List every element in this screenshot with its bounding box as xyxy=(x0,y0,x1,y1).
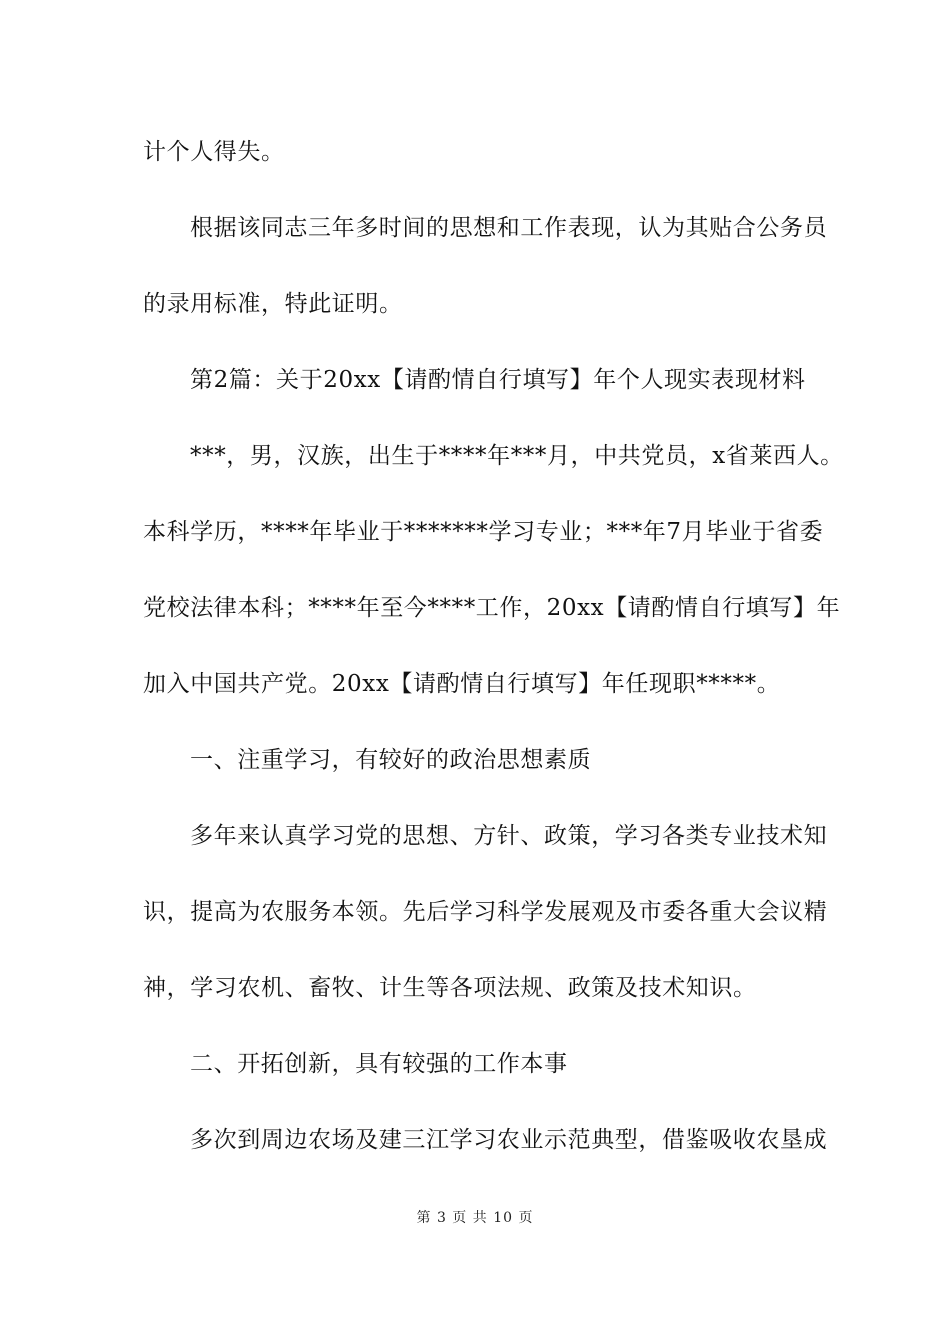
subheading: 二、开拓创新，具有较强的工作本事 xyxy=(190,1051,568,1077)
paragraph-start: 多年来认真学习党的思想、方针、政策，学习各类专业技术知 xyxy=(190,823,828,849)
text-line: 神，学习农机、畜牧、计生等各项法规、政策及技术知识。 xyxy=(143,975,757,1001)
text-line: 识，提高为农服务本领。先后学习科学发展观及市委各重大会议精 xyxy=(143,899,828,925)
page-number: 第 3 页 共 10 页 xyxy=(416,1210,534,1226)
subheading: 一、注重学习，有较好的政治思想素质 xyxy=(190,747,592,773)
text-line: 的录用标准，特此证明。 xyxy=(143,291,403,317)
paragraph-start: 多次到周边农场及建三江学习农业示范典型，借鉴吸收农垦成 xyxy=(190,1127,828,1153)
text-line: 党校法律本科；****年至今****工作，20xx【请酌情自行填写】年 xyxy=(143,595,841,621)
text-line: 计个人得失。 xyxy=(143,139,285,165)
paragraph-start: ***，男，汉族，出生于****年***月，中共党员，x省莱西人。 xyxy=(190,443,844,469)
section-heading: 第2篇：关于20xx【请酌情自行填写】年个人现实表现材料 xyxy=(190,367,806,393)
text-line: 本科学历，****年毕业于*******学习专业；***年7月毕业于省委 xyxy=(143,519,824,545)
paragraph-start: 根据该同志三年多时间的思想和工作表现，认为其贴合公务员 xyxy=(190,215,828,241)
text-line: 加入中国共产党。20xx【请酌情自行填写】年任现职*****。 xyxy=(143,671,781,697)
page-footer xyxy=(0,1208,950,1228)
